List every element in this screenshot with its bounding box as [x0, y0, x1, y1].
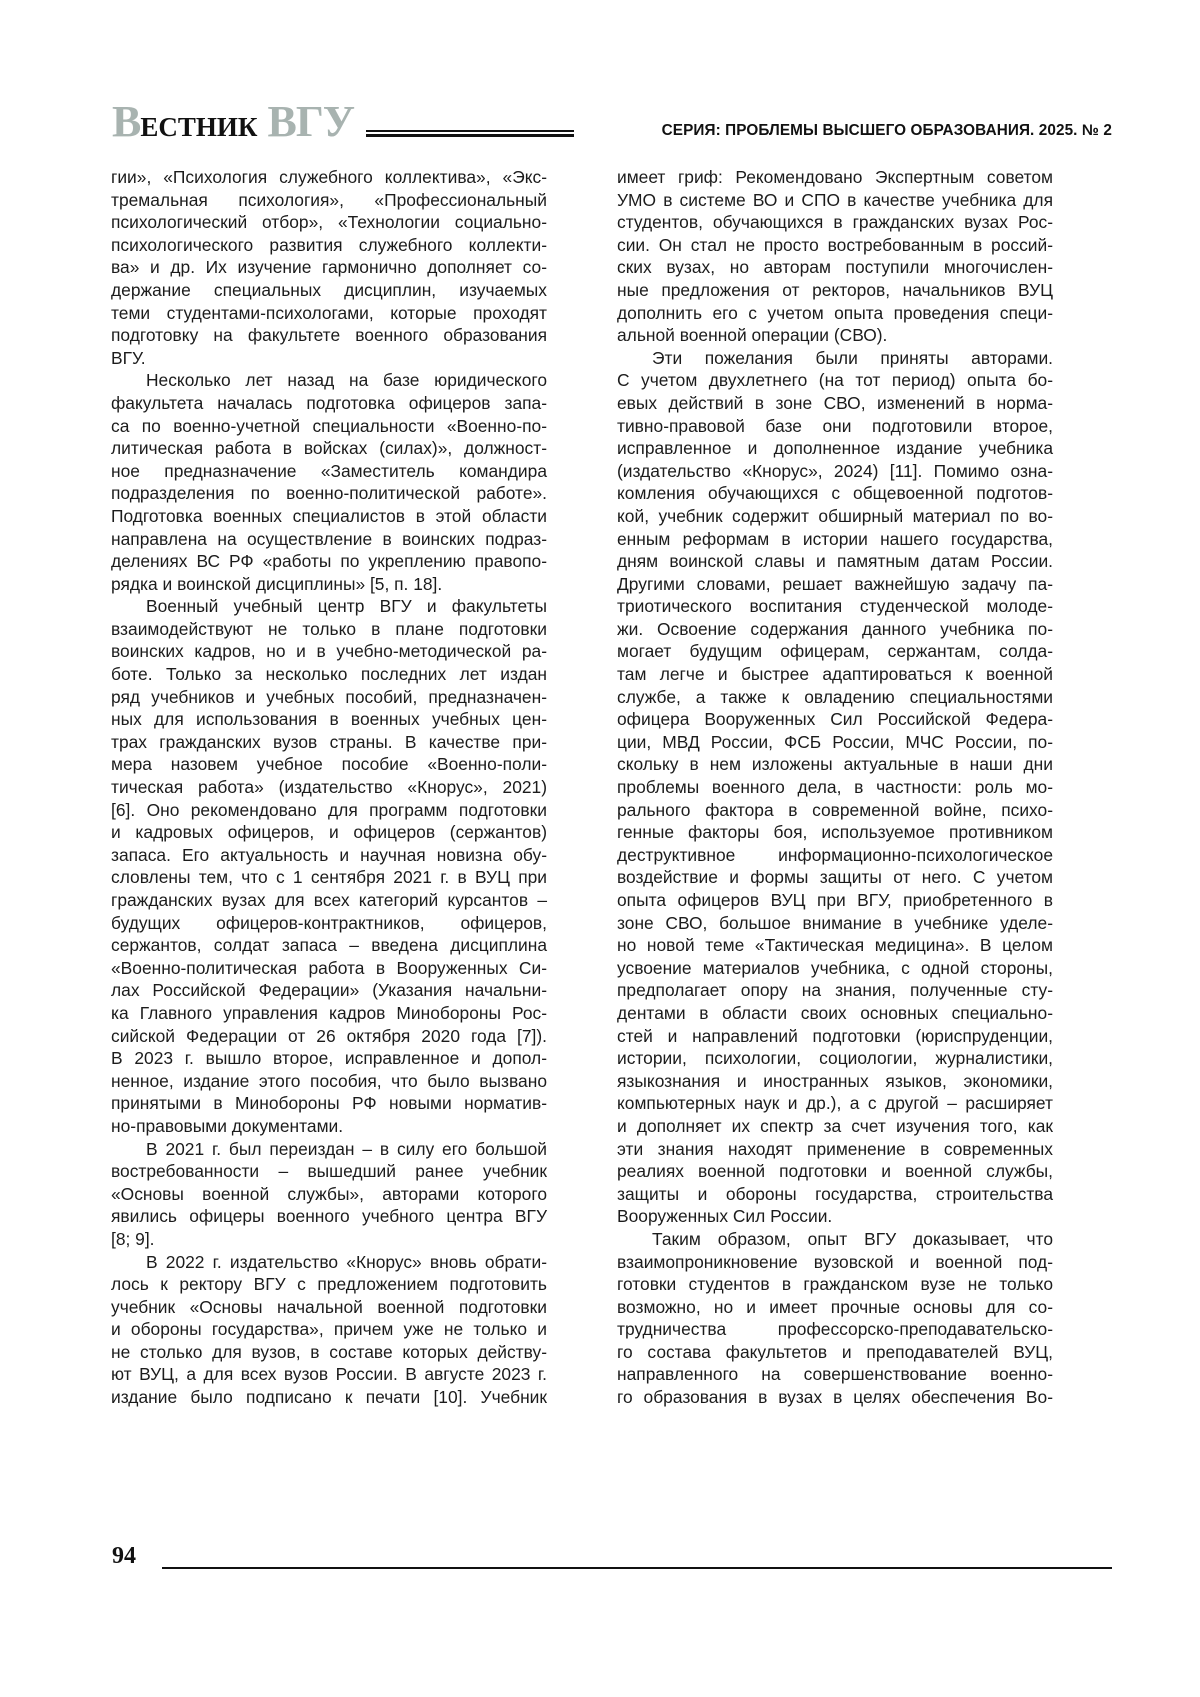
text-line: ных для использования в военных учебных цен- [111, 709, 547, 730]
text-line: Другими словами, решает важнейшую задачу па- [617, 573, 1053, 594]
running-header [112, 97, 1112, 146]
text-line: [8; 9]. [111, 1228, 155, 1249]
journal-title-initial: В [112, 97, 141, 146]
text-line: дентами в области своих основных специально- [617, 1002, 1053, 1023]
text-line: запаса. Его актуальность и научная новизна обу- [111, 844, 547, 865]
text-line: скольку в нем изложены актуальные в наши дни [617, 754, 1053, 775]
text-line: имеет гриф: Рекомендовано Экспертным советом [617, 167, 1053, 187]
text-line: енным реформам в истории нашего государства, [617, 528, 1053, 549]
footer-rule [162, 1567, 1112, 1569]
text-line: триотического воспитания студенческой молоде- [617, 596, 1053, 617]
text-line: «Основы военной службы», авторами которого [111, 1183, 547, 1204]
text-line: защиты и обороны государства, строительства [617, 1183, 1053, 1204]
paragraph-first-line: В 2022 г. издательство «Кнорус» вновь обрати- [146, 1251, 547, 1272]
text-line: факультета началась подготовка офицеров запа- [111, 392, 547, 413]
text-line: офицера Вооруженных Сил Российской Федера- [617, 709, 1053, 730]
paragraph-first-line: Эти пожелания были приняты авторами. [652, 347, 1053, 368]
text-line: реалиях военной подготовки и военной службы, [617, 1161, 1053, 1182]
text-line: ва» и др. Их изучение гармонично дополняет со- [111, 257, 547, 278]
text-line: комления обучающихся с общевоенной подготов- [617, 483, 1053, 504]
text-line: подготовку на факультете военного образования [111, 325, 547, 346]
text-line: лах Российской Федерации» (Указания начальни- [111, 980, 547, 1001]
text-line: ют ВУЦ, а для всех вузов России. В августе 2023 г. [111, 1364, 547, 1385]
page-number: 94 [112, 1543, 136, 1569]
text-line: зоне СВО, большое внимание в учебнике уделе- [617, 912, 1053, 933]
text-line: не столько для вузов, в составе которых действу- [111, 1341, 547, 1362]
text-line: словлены тем, что с 1 сентября 2021 г. в ВУЦ при [111, 867, 547, 888]
text-line: [6]. Оно рекомендовано для программ подготовки [111, 799, 547, 820]
text-line: ВГУ. [111, 347, 146, 368]
text-line: Вооруженных Сил России. [617, 1206, 833, 1227]
text-line: гражданских вузах для всех категорий курсантов – [111, 890, 547, 910]
text-line: дополнить его с учетом опыта проведения специ- [617, 302, 1053, 323]
text-line: исправленное и дополненное издание учебника [617, 438, 1053, 459]
text-line: сии. Он стал не просто востребованным в россий- [617, 234, 1053, 255]
text-line: деструктивное информационно-психологическое [617, 844, 1053, 865]
text-line: теми студентами-психологами, которые проходят [111, 302, 547, 323]
text-line: взаимодействуют не только в плане подготовки [111, 618, 547, 639]
header-rule-thick [366, 134, 574, 137]
journal-title-abbreviation: ВГУ [267, 97, 355, 146]
text-line: стей и направлений подготовки (юриспруденции, [617, 1025, 1053, 1046]
paragraph-first-line: Военный учебный центр ВГУ и факультеты [146, 596, 547, 617]
text-line: рального фактора в современной войне, психо- [617, 799, 1053, 820]
text-line: гии», «Психология служебного коллектива», «Экс- [111, 167, 547, 187]
text-line: делениях ВС РФ «работы по укреплению правопо- [111, 551, 547, 572]
text-line: ских вузах, но авторам поступили многочислен- [617, 257, 1053, 278]
text-line: са по военно-учетной специальности «Военно-по- [111, 415, 547, 436]
header-rule [366, 130, 574, 137]
text-line: воинских кадров, но и в учебно-методической ра- [111, 641, 547, 662]
text-line: трах гражданских вузов страны. В качестве при- [111, 731, 547, 752]
text-line: тическая работа» (издательство «Кнорус», 2021) [111, 777, 547, 798]
paragraph-first-line: В 2021 г. был переиздан – в силу его большой [146, 1138, 547, 1159]
text-line: и дополняет их спектр за счет изучения того, как [617, 1115, 1053, 1136]
journal-title-word: ЕСТНИК [140, 112, 258, 142]
text-line: боте. Только за несколько последних лет издан [111, 664, 547, 685]
text-line: готовки студентов в гражданском вузе не только [617, 1274, 1053, 1295]
journal-masthead [112, 97, 355, 146]
text-line: проблемы военного дела, в частности: роль мо- [617, 777, 1053, 798]
text-line: кой, учебник содержит обширный материал по во- [617, 505, 1053, 526]
text-line: литическая работа в войсках (силах)», должност- [111, 438, 547, 459]
text-line: альной военной операции (СВО). [617, 325, 888, 346]
text-line: ненное, издание этого пособия, что было вызвано [111, 1070, 547, 1091]
text-line: жи. Освоение содержания данного учебника по- [617, 618, 1053, 639]
text-line: УМО в системе ВО и СПО в качестве учебника для [617, 189, 1053, 210]
text-line: ное предназначение «Заместитель командира [111, 460, 547, 481]
text-line: но-правовыми документами. [111, 1115, 344, 1136]
text-line: студентов, обучающихся в гражданских вузах Рос- [617, 212, 1053, 233]
text-line: усвоение материалов учебника, с одной стороны, [617, 957, 1053, 978]
text-line: ции, МВД России, ФСБ России, МЧС России, по- [617, 731, 1053, 752]
text-line: языкознания и иностранных языков, экономики, [617, 1070, 1053, 1091]
text-line: мера назовем учебное пособие «Военно-поли- [111, 754, 547, 775]
series-title: СЕРИЯ: ПРОБЛЕМЫ ВЫСШЕГО ОБРАЗОВАНИЯ. 2025. № 2 [661, 122, 1112, 139]
text-line: но новой теме «Тактическая медицина». В целом [617, 935, 1053, 956]
text-line: эти знания находят применение в современных [617, 1138, 1053, 1159]
text-line: (издательство «Кнорус», 2024) [11]. Помимо озна- [617, 460, 1053, 481]
right-column [617, 166, 1053, 1409]
paragraph-first-line: Таким образом, опыт ВГУ доказывает, что [652, 1228, 1053, 1249]
text-line: тремальная психология», «Профессиональный [111, 189, 547, 210]
text-line: го состава факультетов и преподавателей ВУЦ, [617, 1341, 1053, 1362]
text-line: издание было подписано к печати [10]. Учебник [111, 1387, 547, 1408]
text-line: ка Главного управления кадров Минобороны Рос- [111, 1002, 547, 1023]
page-footer [112, 1543, 1112, 1583]
text-line: сержантов, солдат запаса – введена дисциплина [111, 935, 547, 956]
text-line: и обороны государства», причем уже не только и [111, 1319, 547, 1340]
text-line: учебник «Основы начальной военной подготовки [111, 1296, 547, 1317]
header-rule-thin [366, 130, 574, 132]
text-line: психологический отбор», «Технологии социально- [111, 212, 547, 233]
text-line: рядка и воинской дисциплины» [5, п. 18]. [111, 573, 443, 594]
text-line: психологического развития служебного коллекти- [111, 234, 547, 255]
text-line: генные факторы боя, используемое противником [617, 822, 1053, 843]
text-line: направленного на совершенствование военно- [617, 1364, 1053, 1385]
text-line: дням воинской славы и памятным датам России. [617, 551, 1053, 572]
text-line: ные предложения от ректоров, начальников ВУЦ [617, 279, 1053, 300]
text-line: тивно-правовой базе они подготовили второе, [617, 415, 1053, 436]
text-line: взаимопроникновение вузовской и военной под- [617, 1251, 1053, 1272]
text-line: лось к ректору ВГУ с предложением подготовить [111, 1274, 547, 1295]
text-line: службе, а также к овладению специальностями [617, 686, 1053, 707]
text-line: «Военно-политическая работа в Вооруженных Си- [111, 957, 547, 978]
text-line: сийской Федерации от 26 октября 2020 года [7]). [111, 1025, 547, 1046]
text-line: подразделения по военно-политической работе». [111, 483, 547, 504]
text-line: востребованности – вышедший ранее учебник [111, 1161, 547, 1182]
text-line: там легче и быстрее адаптироваться к военной [617, 664, 1053, 685]
paragraph-first-line: Несколько лет назад на базе юридического [146, 370, 547, 391]
text-line: предполагает опору на знания, полученные сту- [617, 980, 1053, 1001]
text-line: направлена на осуществление в воинских подраз- [111, 528, 547, 549]
left-column [111, 166, 547, 1409]
text-line: и кадровых офицеров, и офицеров (сержантов) [111, 822, 547, 843]
text-line: Подготовка военных специалистов в этой области [111, 505, 547, 526]
text-line: компьютерных наук и др.), а с другой – расширяет [617, 1093, 1053, 1114]
text-line: принятыми в Минобороны РФ новыми норматив- [111, 1093, 547, 1114]
text-line: В 2023 г. вышло второе, исправленное и допол- [111, 1048, 547, 1069]
text-line: явились офицеры военного учебного центра ВГУ [111, 1206, 547, 1227]
text-line: держание специальных дисциплин, изучаемых [111, 279, 547, 300]
text-line: могает будущим офицерам, сержантам, солда- [617, 641, 1053, 662]
text-line: опыта офицеров ВУЦ при ВГУ, приобретенного в [617, 890, 1053, 910]
text-line: евых действий в зоне СВО, изменений в норма- [617, 392, 1053, 413]
text-line: трудничества профессорско-преподавательско- [617, 1319, 1053, 1340]
text-line: С учетом двухлетнего (на тот период) опыта бо- [617, 370, 1053, 391]
text-line: ряд учебников и учебных пособий, предназначен- [111, 686, 547, 707]
text-line: воздействие и формы защиты от него. С учетом [617, 867, 1053, 888]
text-line: го образования в вузах в целях обеспечения Во- [617, 1387, 1053, 1408]
text-line: будущих офицеров-контрактников, офицеров, [111, 912, 547, 933]
text-line: возможно, но и имеет прочные основы для со- [617, 1296, 1053, 1317]
text-line: истории, психологии, социологии, журналистики, [617, 1048, 1053, 1069]
